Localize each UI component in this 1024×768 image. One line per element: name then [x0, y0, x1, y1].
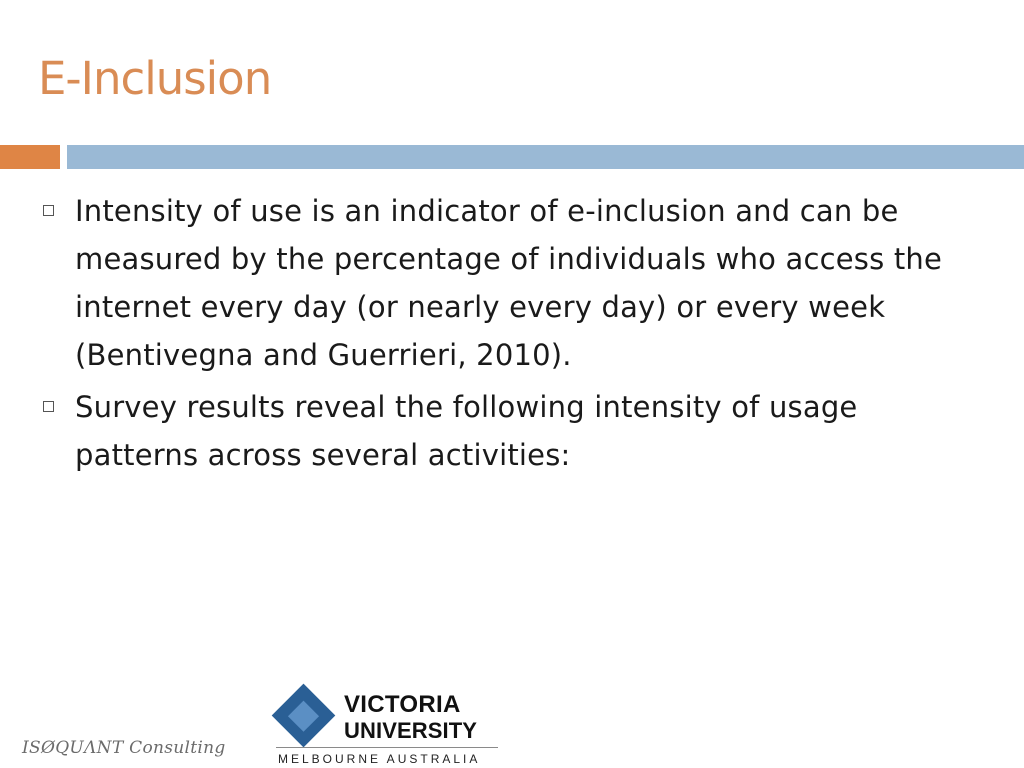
logo-divider [276, 747, 498, 748]
bullet-item [38, 187, 978, 379]
diamond-logo-icon [272, 684, 336, 748]
logo-line-university: UNIVERSITY [344, 718, 478, 743]
bullet-list [38, 187, 978, 483]
logo-line-location: MELBOURNE AUSTRALIA [278, 752, 481, 766]
slide-title: E-Inclusion [38, 52, 272, 105]
title-accent-bar [0, 145, 60, 169]
square-bullet-icon [43, 401, 54, 412]
title-rule-bar [67, 145, 1024, 169]
bullet-text: Survey results reveal the following intensity of usage patterns across several activities: [75, 390, 858, 472]
victoria-university-logo [276, 687, 506, 768]
bullet-item [38, 383, 978, 479]
consulting-brand: ISØQUΛNT Consulting [22, 738, 226, 758]
square-bullet-icon [43, 205, 54, 216]
logo-line-victoria: VICTORIA [344, 691, 461, 718]
bullet-text: Intensity of use is an indicator of e-inclusion and can be measured by the percentage of individuals who access the internet every day (or nearly every day) or every week (Bentivegna and Guerrieri, 2010). [75, 194, 943, 372]
